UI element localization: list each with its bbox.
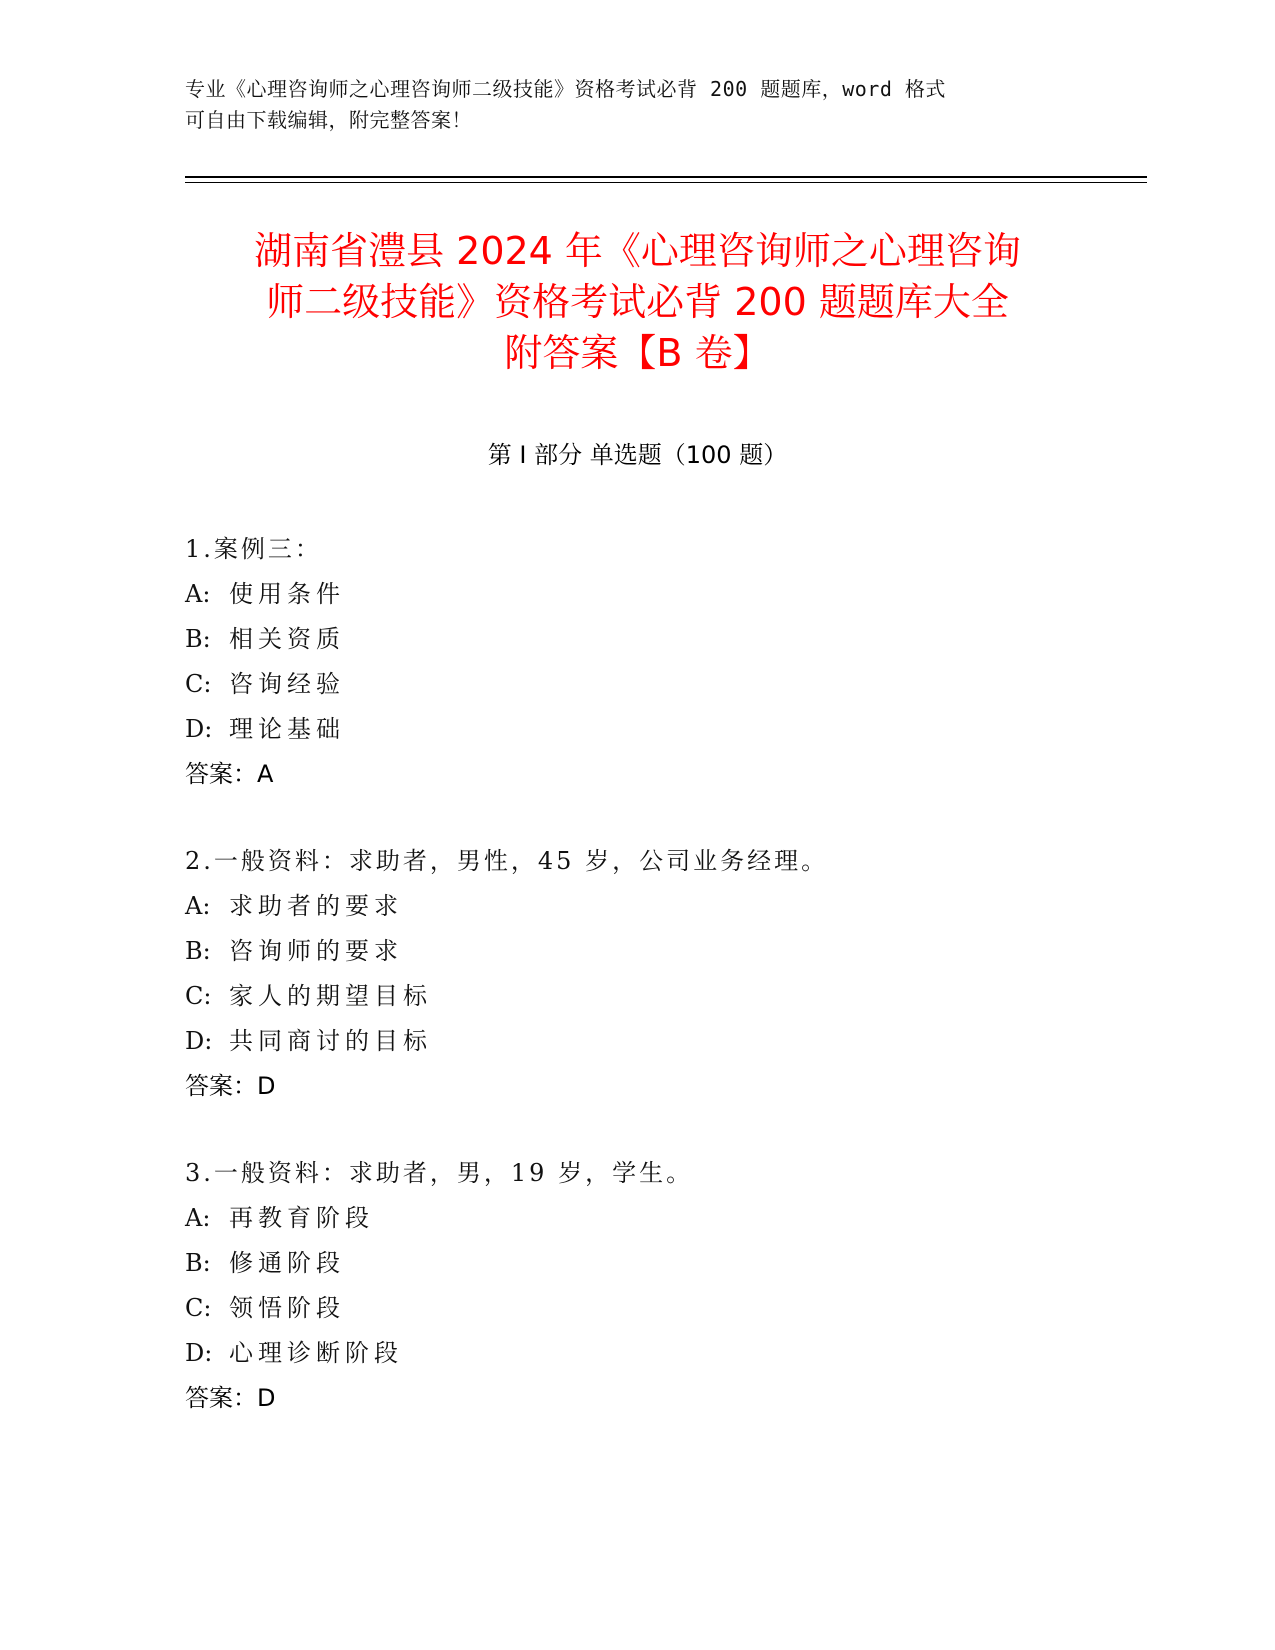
question-stem: 3.一般资料：求助者，男，19 岁，学生。 — [185, 1159, 694, 1187]
option-text: 求助者的要求 — [229, 892, 403, 920]
section-heading: 第 I 部分 单选题（100 题） — [487, 441, 788, 469]
option-letter: A: — [185, 580, 211, 608]
question-list — [185, 527, 1145, 1463]
header-divider-thin — [185, 182, 1147, 183]
option-letter: B: — [185, 625, 211, 653]
header-divider-thick — [185, 176, 1147, 178]
option-text: 咨询师的要求 — [229, 937, 403, 965]
option-letter: A: — [185, 892, 211, 920]
title-line-3: 附答案【B 卷】 — [504, 331, 771, 375]
header-note-line-2: 可自由下载编辑，附完整答案！ — [185, 108, 472, 132]
option-letter: C: — [185, 982, 212, 1010]
option-letter: D: — [185, 1339, 213, 1367]
option-text: 领悟阶段 — [229, 1294, 345, 1322]
option-d — [185, 707, 1145, 752]
answer-line: 答案：A — [185, 760, 274, 788]
question-stem: 2.一般资料：求助者，男性，45 岁，公司业务经理。 — [185, 847, 829, 875]
option-b — [185, 617, 1145, 662]
option-b — [185, 1241, 1145, 1286]
option-text: 相关资质 — [229, 625, 345, 653]
answer-line: 答案：D — [185, 1384, 276, 1412]
title-line-2: 师二级技能》资格考试必背 200 题题库大全 — [266, 280, 1009, 324]
option-letter: B: — [185, 937, 211, 965]
option-text: 咨询经验 — [229, 670, 345, 698]
option-a — [185, 884, 1145, 929]
option-text: 再教育阶段 — [229, 1204, 374, 1232]
option-a — [185, 572, 1145, 617]
option-letter: D: — [185, 1027, 213, 1055]
header-note-line-1: 专业《心理咨询师之心理咨询师二级技能》资格考试必背 200 题题库，word 格式 — [185, 77, 946, 101]
option-text: 修通阶段 — [229, 1249, 345, 1277]
option-letter: D: — [185, 715, 213, 743]
option-letter: B: — [185, 1249, 211, 1277]
option-text: 家人的期望目标 — [229, 982, 432, 1010]
question-3 — [185, 1151, 1145, 1421]
option-a — [185, 1196, 1145, 1241]
option-letter: C: — [185, 1294, 212, 1322]
option-text: 理论基础 — [229, 715, 345, 743]
option-c — [185, 662, 1145, 707]
question-1 — [185, 527, 1145, 797]
document-title — [150, 226, 1125, 379]
option-letter: A: — [185, 1204, 211, 1232]
option-d — [185, 1331, 1145, 1376]
option-d — [185, 1019, 1145, 1064]
option-letter: C: — [185, 670, 212, 698]
answer-line: 答案：D — [185, 1072, 276, 1100]
option-text: 心理诊断阶段 — [229, 1339, 403, 1367]
question-stem: 1.案例三： — [185, 535, 322, 563]
title-line-1: 湖南省澧县 2024 年《心理咨询师之心理咨询 — [254, 229, 1021, 273]
option-c — [185, 1286, 1145, 1331]
option-text: 共同商讨的目标 — [229, 1027, 432, 1055]
header-note — [185, 74, 1065, 136]
option-c — [185, 974, 1145, 1019]
question-2 — [185, 839, 1145, 1109]
option-b — [185, 929, 1145, 974]
option-text: 使用条件 — [229, 580, 345, 608]
